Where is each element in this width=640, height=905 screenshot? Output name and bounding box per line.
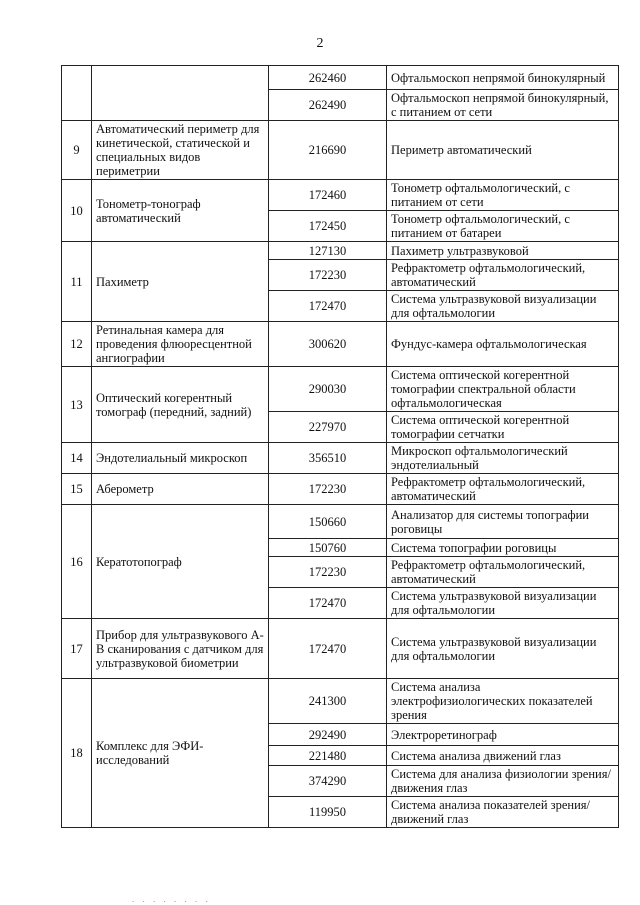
nomenclature-description: Система ультразвуковой визуализации для офтальмологии xyxy=(387,619,619,679)
nomenclature-description: Рефрактометр офтальмологический, автоматический xyxy=(387,557,619,588)
nomenclature-description: Электроретинограф xyxy=(387,724,619,746)
nomenclature-description: Система оптической когерентной томографии сетчатки xyxy=(387,412,619,443)
nomenclature-description: Тонометр офтальмологический, с питанием от сети xyxy=(387,180,619,211)
row-number: 14 xyxy=(62,443,92,474)
nomenclature-description: Система для анализа физиологии зрения/движения глаз xyxy=(387,766,619,797)
nomenclature-code: 262490 xyxy=(269,90,387,121)
nomenclature-code: 150760 xyxy=(269,539,387,557)
nomenclature-code: 150660 xyxy=(269,505,387,539)
nomenclature-description: Фундус-камера офтальмологическая xyxy=(387,322,619,367)
table-row xyxy=(62,505,619,539)
nomenclature-description: Тонометр офтальмологический, с питанием от батареи xyxy=(387,211,619,242)
table-row xyxy=(62,66,619,90)
equipment-name xyxy=(92,66,269,121)
nomenclature-code: 227970 xyxy=(269,412,387,443)
row-number: 18 xyxy=(62,679,92,828)
nomenclature-description: Система оптической когерентной томографии спектральной области офтальмологическая xyxy=(387,367,619,412)
equipment-name: Аберометр xyxy=(92,474,269,505)
nomenclature-code: 172470 xyxy=(269,588,387,619)
table-row xyxy=(62,443,619,474)
nomenclature-code: 172460 xyxy=(269,180,387,211)
nomenclature-description: Рефрактометр офтальмологический, автоматический xyxy=(387,474,619,505)
table-row xyxy=(62,679,619,724)
row-number: 17 xyxy=(62,619,92,679)
nomenclature-code: 172450 xyxy=(269,211,387,242)
nomenclature-code: 262460 xyxy=(269,66,387,90)
equipment-name: Автоматический периметр для кинетической, статической и специальных видов периметрии xyxy=(92,121,269,180)
equipment-name: Прибор для ультразвукового А-В сканирования с датчиком для ультразвуковой биометрии xyxy=(92,619,269,679)
nomenclature-code: 374290 xyxy=(269,766,387,797)
nomenclature-code: 292490 xyxy=(269,724,387,746)
nomenclature-description: Анализатор для системы топографии роговицы xyxy=(387,505,619,539)
nomenclature-code: 221480 xyxy=(269,746,387,766)
nomenclature-code: 172470 xyxy=(269,619,387,679)
equipment-table xyxy=(61,65,619,828)
table-row xyxy=(62,242,619,260)
row-number xyxy=(62,66,92,121)
equipment-name: Эндотелиальный микроскоп xyxy=(92,443,269,474)
nomenclature-code: 119950 xyxy=(269,797,387,828)
row-number: 11 xyxy=(62,242,92,322)
table-row xyxy=(62,121,619,180)
equipment-name: Комплекс для ЭФИ-исследований xyxy=(92,679,269,828)
nomenclature-description: Система ультразвуковой визуализации для офтальмологии xyxy=(387,291,619,322)
row-number: 12 xyxy=(62,322,92,367)
table-row xyxy=(62,619,619,679)
nomenclature-description: Офтальмоскоп непрямой бинокулярный, с питанием от сети xyxy=(387,90,619,121)
nomenclature-description: Пахиметр ультразвуковой xyxy=(387,242,619,260)
equipment-name: Пахиметр xyxy=(92,242,269,322)
nomenclature-code: 172470 xyxy=(269,291,387,322)
nomenclature-description: Рефрактометр офтальмологический, автоматический xyxy=(387,260,619,291)
page-number: 2 xyxy=(316,36,324,51)
row-number: 16 xyxy=(62,505,92,619)
nomenclature-description: Система ультразвуковой визуализации для офтальмологии xyxy=(387,588,619,619)
equipment-name: Тонометр-тонограф автоматический xyxy=(92,180,269,242)
nomenclature-code: 290030 xyxy=(269,367,387,412)
nomenclature-code: 172230 xyxy=(269,557,387,588)
nomenclature-code: 300620 xyxy=(269,322,387,367)
scan-artifact: . . . . . . . . xyxy=(132,894,211,904)
nomenclature-code: 216690 xyxy=(269,121,387,180)
row-number: 10 xyxy=(62,180,92,242)
nomenclature-code: 356510 xyxy=(269,443,387,474)
nomenclature-description: Система анализа электрофизиологических показателей зрения xyxy=(387,679,619,724)
nomenclature-description: Офтальмоскоп непрямой бинокулярный xyxy=(387,66,619,90)
nomenclature-code: 172230 xyxy=(269,474,387,505)
nomenclature-description: Система анализа движений глаз xyxy=(387,746,619,766)
table-row xyxy=(62,367,619,412)
nomenclature-description: Система топографии роговицы xyxy=(387,539,619,557)
equipment-name: Ретинальная камера для проведения флюоресцентной ангиографии xyxy=(92,322,269,367)
table-row xyxy=(62,180,619,211)
row-number: 15 xyxy=(62,474,92,505)
nomenclature-code: 127130 xyxy=(269,242,387,260)
nomenclature-description: Система анализа показателей зрения/движений глаз xyxy=(387,797,619,828)
equipment-name: Оптический когерентный томограф (передний, задний) xyxy=(92,367,269,443)
nomenclature-description: Микроскоп офтальмологический эндотелиальный xyxy=(387,443,619,474)
nomenclature-code: 241300 xyxy=(269,679,387,724)
table-row xyxy=(62,322,619,367)
nomenclature-description: Периметр автоматический xyxy=(387,121,619,180)
table-body xyxy=(62,66,619,828)
row-number: 13 xyxy=(62,367,92,443)
row-number: 9 xyxy=(62,121,92,180)
table-row xyxy=(62,474,619,505)
equipment-name: Кератотопограф xyxy=(92,505,269,619)
nomenclature-code: 172230 xyxy=(269,260,387,291)
